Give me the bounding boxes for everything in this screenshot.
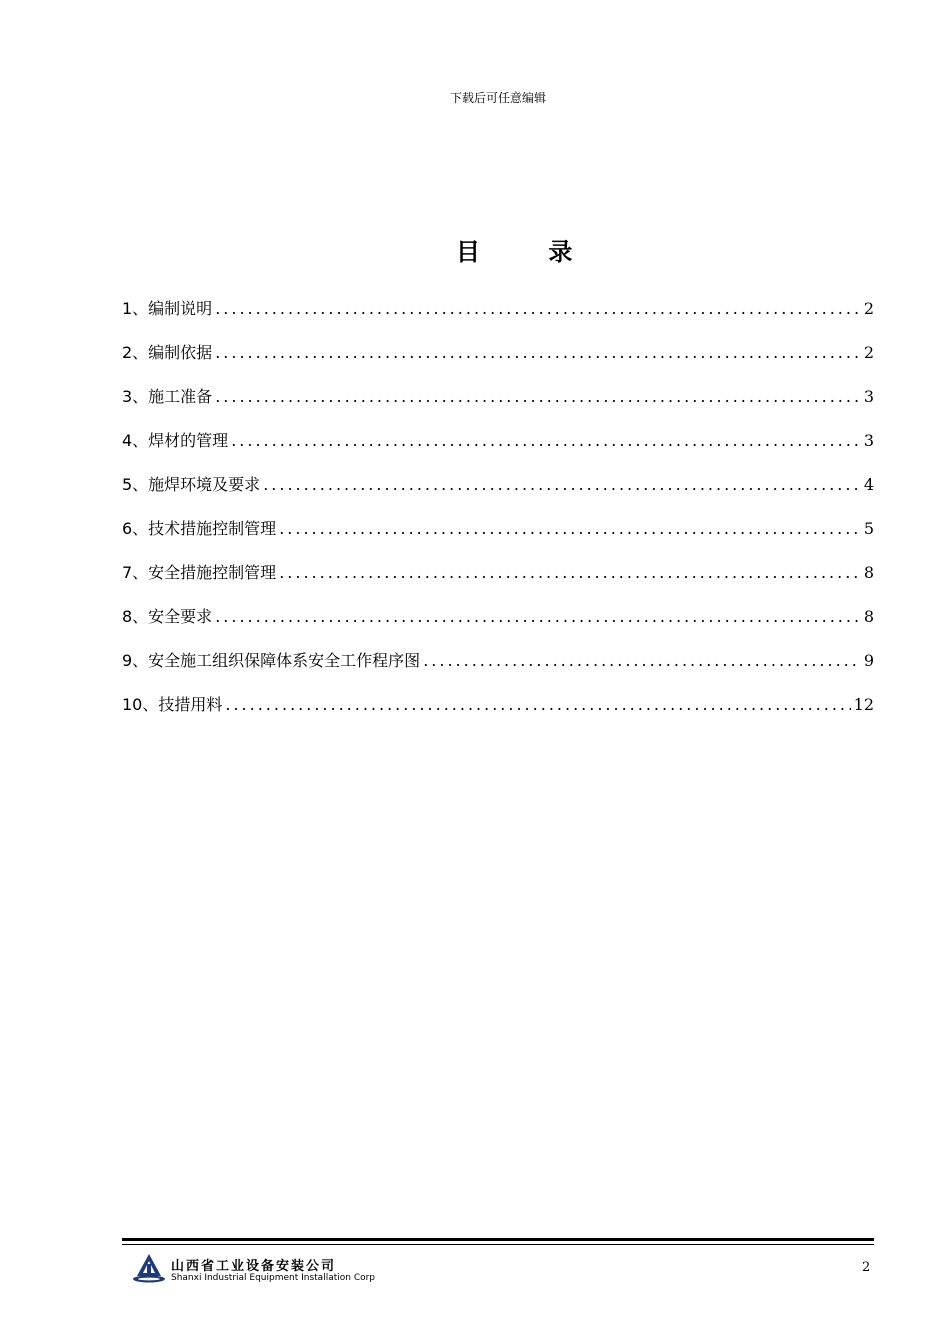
toc-entry-page: 3 (863, 387, 874, 406)
toc-entry[interactable] (122, 384, 874, 428)
toc-entry-page: 2 (863, 299, 874, 318)
toc-entry-label: 2、编制依据 (122, 343, 213, 362)
toc-entry-label: 3、施工准备 (122, 387, 213, 406)
company-logo-icon (132, 1252, 166, 1284)
toc-entry[interactable] (122, 296, 874, 340)
toc-entry-label: 5、施焊环境及要求 (122, 475, 261, 494)
toc-entry[interactable] (122, 340, 874, 384)
toc-entry-page: 2 (863, 343, 874, 362)
toc-leader-dots (215, 340, 861, 366)
company-name-english: Shanxi Industrial Equipment Installation Corp (171, 1273, 376, 1283)
toc-leader-dots (215, 296, 861, 322)
footer-rule-thick (122, 1238, 874, 1241)
toc-entry-page: 12 (853, 695, 874, 714)
toc-leader-dots (215, 604, 861, 630)
toc-entry-page: 9 (863, 651, 874, 670)
page-number: 2 (862, 1260, 871, 1275)
toc-entry[interactable] (122, 516, 874, 560)
toc-entry-label: 4、焊材的管理 (122, 431, 229, 450)
toc-entry-label: 8、安全要求 (122, 607, 213, 626)
toc-leader-dots (263, 472, 861, 498)
toc-entry-page: 8 (863, 607, 874, 626)
toc-leader-dots (423, 648, 861, 674)
toc-entry-page: 4 (863, 475, 874, 494)
toc-title: 目 录 (456, 238, 603, 266)
toc-entry[interactable] (122, 428, 874, 472)
toc-entry-label: 1、编制说明 (122, 299, 213, 318)
toc-entry-label: 9、安全施工组织保障体系安全工作程序图 (122, 651, 421, 670)
toc-entry[interactable] (122, 648, 874, 692)
toc-entry[interactable] (122, 692, 874, 736)
toc-entry-label: 10、技措用料 (122, 695, 223, 714)
toc-entry-label: 6、技术措施控制管理 (122, 519, 277, 538)
footer-rule-thin (122, 1244, 874, 1245)
toc-entry[interactable] (122, 604, 874, 648)
toc-leader-dots (279, 560, 861, 586)
toc-entry[interactable] (122, 472, 874, 516)
company-name-chinese: 山西省工业设备安装公司 (171, 1259, 337, 1274)
toc-entry-page: 5 (863, 519, 874, 538)
header-note: 下载后可任意编辑 (449, 91, 546, 105)
table-of-contents (122, 296, 874, 736)
toc-entry-label: 7、安全措施控制管理 (122, 563, 277, 582)
toc-entry-page: 8 (863, 563, 874, 582)
toc-entry-page: 3 (863, 431, 874, 450)
toc-leader-dots (215, 384, 861, 410)
toc-entry[interactable] (122, 560, 874, 604)
toc-leader-dots (231, 428, 861, 454)
toc-leader-dots (225, 692, 850, 718)
toc-leader-dots (279, 516, 861, 542)
